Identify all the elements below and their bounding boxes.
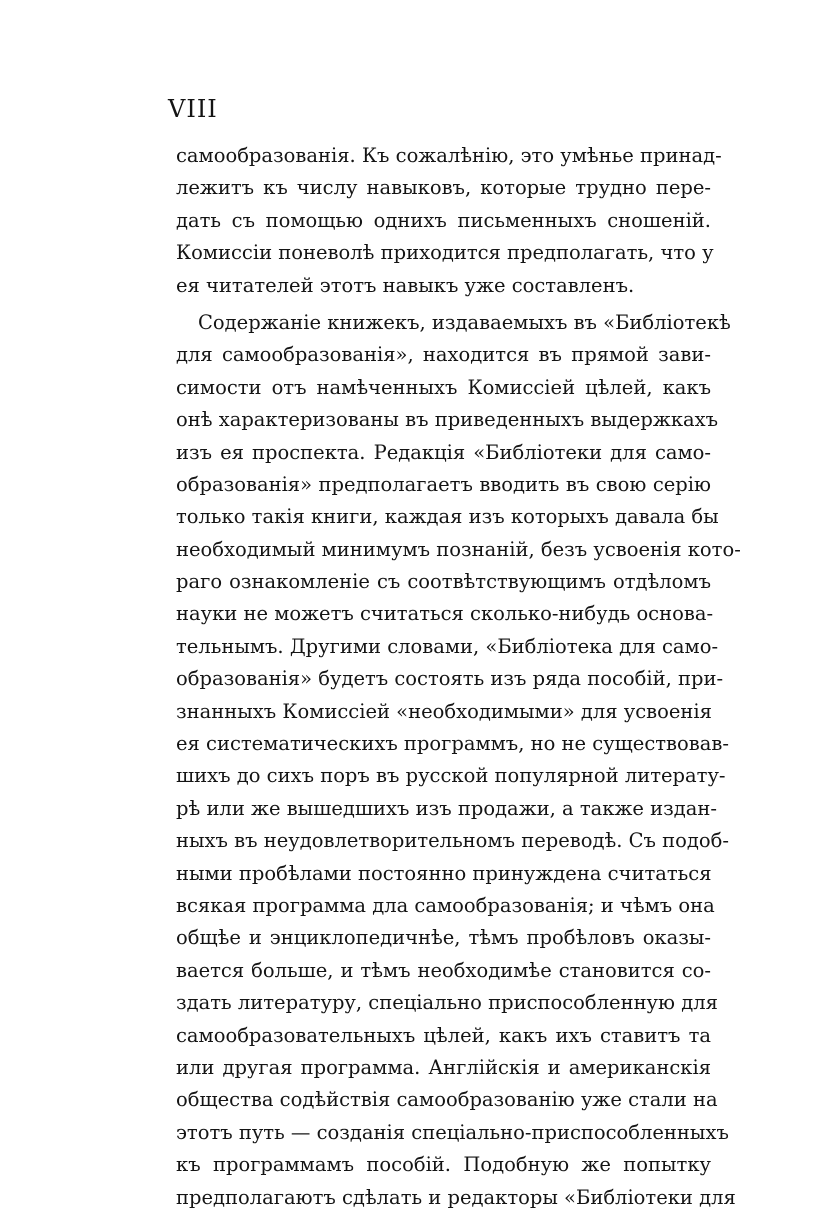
text-line: самообразовательныхъ цѣлей, какъ ихъ ставитъ та: [176, 1023, 711, 1047]
body-text: [176, 140, 741, 1214]
text-line: тельнымъ. Другими словами, «Библіотека для само-: [176, 634, 719, 658]
text-line: этотъ путь — созданія спеціально-приспособленныхъ: [176, 1120, 729, 1144]
text-line: знанныхъ Комиссіей «необходимыми» для усвоенія: [176, 699, 712, 723]
text-line: здать литературу, спеціально приспособленную для: [176, 991, 718, 1015]
text-line: всякая программа дла самообразованія; и чѣмъ она: [176, 893, 715, 917]
text-line: лежитъ къ числу навыковъ, которые трудно пере-: [176, 176, 711, 200]
text-line: образованія» будетъ состоять изъ ряда пособій, при-: [176, 667, 724, 691]
text-line: ея систематическихъ программъ, но не существовав-: [176, 732, 729, 756]
text-line: дать съ помощью однихъ письменныхъ сношеній.: [176, 208, 711, 232]
text-line: ными пробѣлами постоянно принуждена считаться: [176, 861, 712, 885]
text-line: общѣе и энциклопедичнѣе, тѣмъ пробѣловъ оказы-: [176, 926, 711, 950]
paragraph-2: [176, 307, 741, 1214]
text-line: науки не можетъ считаться сколько-нибудь основа-: [176, 602, 714, 626]
text-line: образованія» предполагаетъ вводить въ свою серію: [176, 472, 711, 496]
text-line: для самообразованія», находится въ прямой зави-: [176, 343, 711, 367]
text-line: или другая программа. Англійскія и американскія: [176, 1055, 711, 1079]
text-line: раго ознакомленіе съ соотвѣтствующимъ отдѣломъ: [176, 570, 711, 594]
text-line: шихъ до сихъ поръ въ русской популярной литерату-: [176, 764, 726, 788]
paragraph-1: [176, 140, 722, 302]
text-line: самообразованія. Къ сожалѣнію, это умѣнье принад-: [176, 144, 722, 167]
text-line: только такія книги, каждая изъ которыхъ давала бы: [176, 505, 719, 529]
text-line: изъ ея проспекта. Редакція «Библіотеки для само-: [176, 440, 711, 464]
text-line: ныхъ въ неудовлетворительномъ переводѣ. Съ подоб-: [176, 829, 729, 853]
text-line: онѣ характеризованы въ приведенныхъ выдержкахъ: [176, 408, 719, 432]
text-line: предполагаютъ сдѣлать и редакторы «Библіотеки для: [176, 1185, 736, 1209]
text-line: необходимый минимумъ познаній, безъ усвоенія кото-: [176, 537, 741, 561]
text-line: Комиссіи поневолѣ приходится предполагать, что у: [176, 241, 714, 265]
text-line: вается больше, и тѣмъ необходимѣе становится со-: [176, 958, 711, 982]
text-line: общества содѣйствія самообразованію уже стали на: [176, 1088, 718, 1112]
text-line: Содержаніе книжекъ, издаваемыхъ въ «Библіотекѣ: [198, 310, 731, 334]
text-line: къ программамъ пособій. Подобную же попытку: [176, 1153, 711, 1177]
text-line: ея читателей этотъ навыкъ уже составленъ.: [176, 273, 635, 297]
text-line: симости отъ намѣченныхъ Комиссіей цѣлей, какъ: [176, 375, 711, 399]
page-number: VIII: [168, 95, 218, 123]
text-line: рѣ или же вышедшихъ изъ продажи, а также издан-: [176, 796, 717, 820]
